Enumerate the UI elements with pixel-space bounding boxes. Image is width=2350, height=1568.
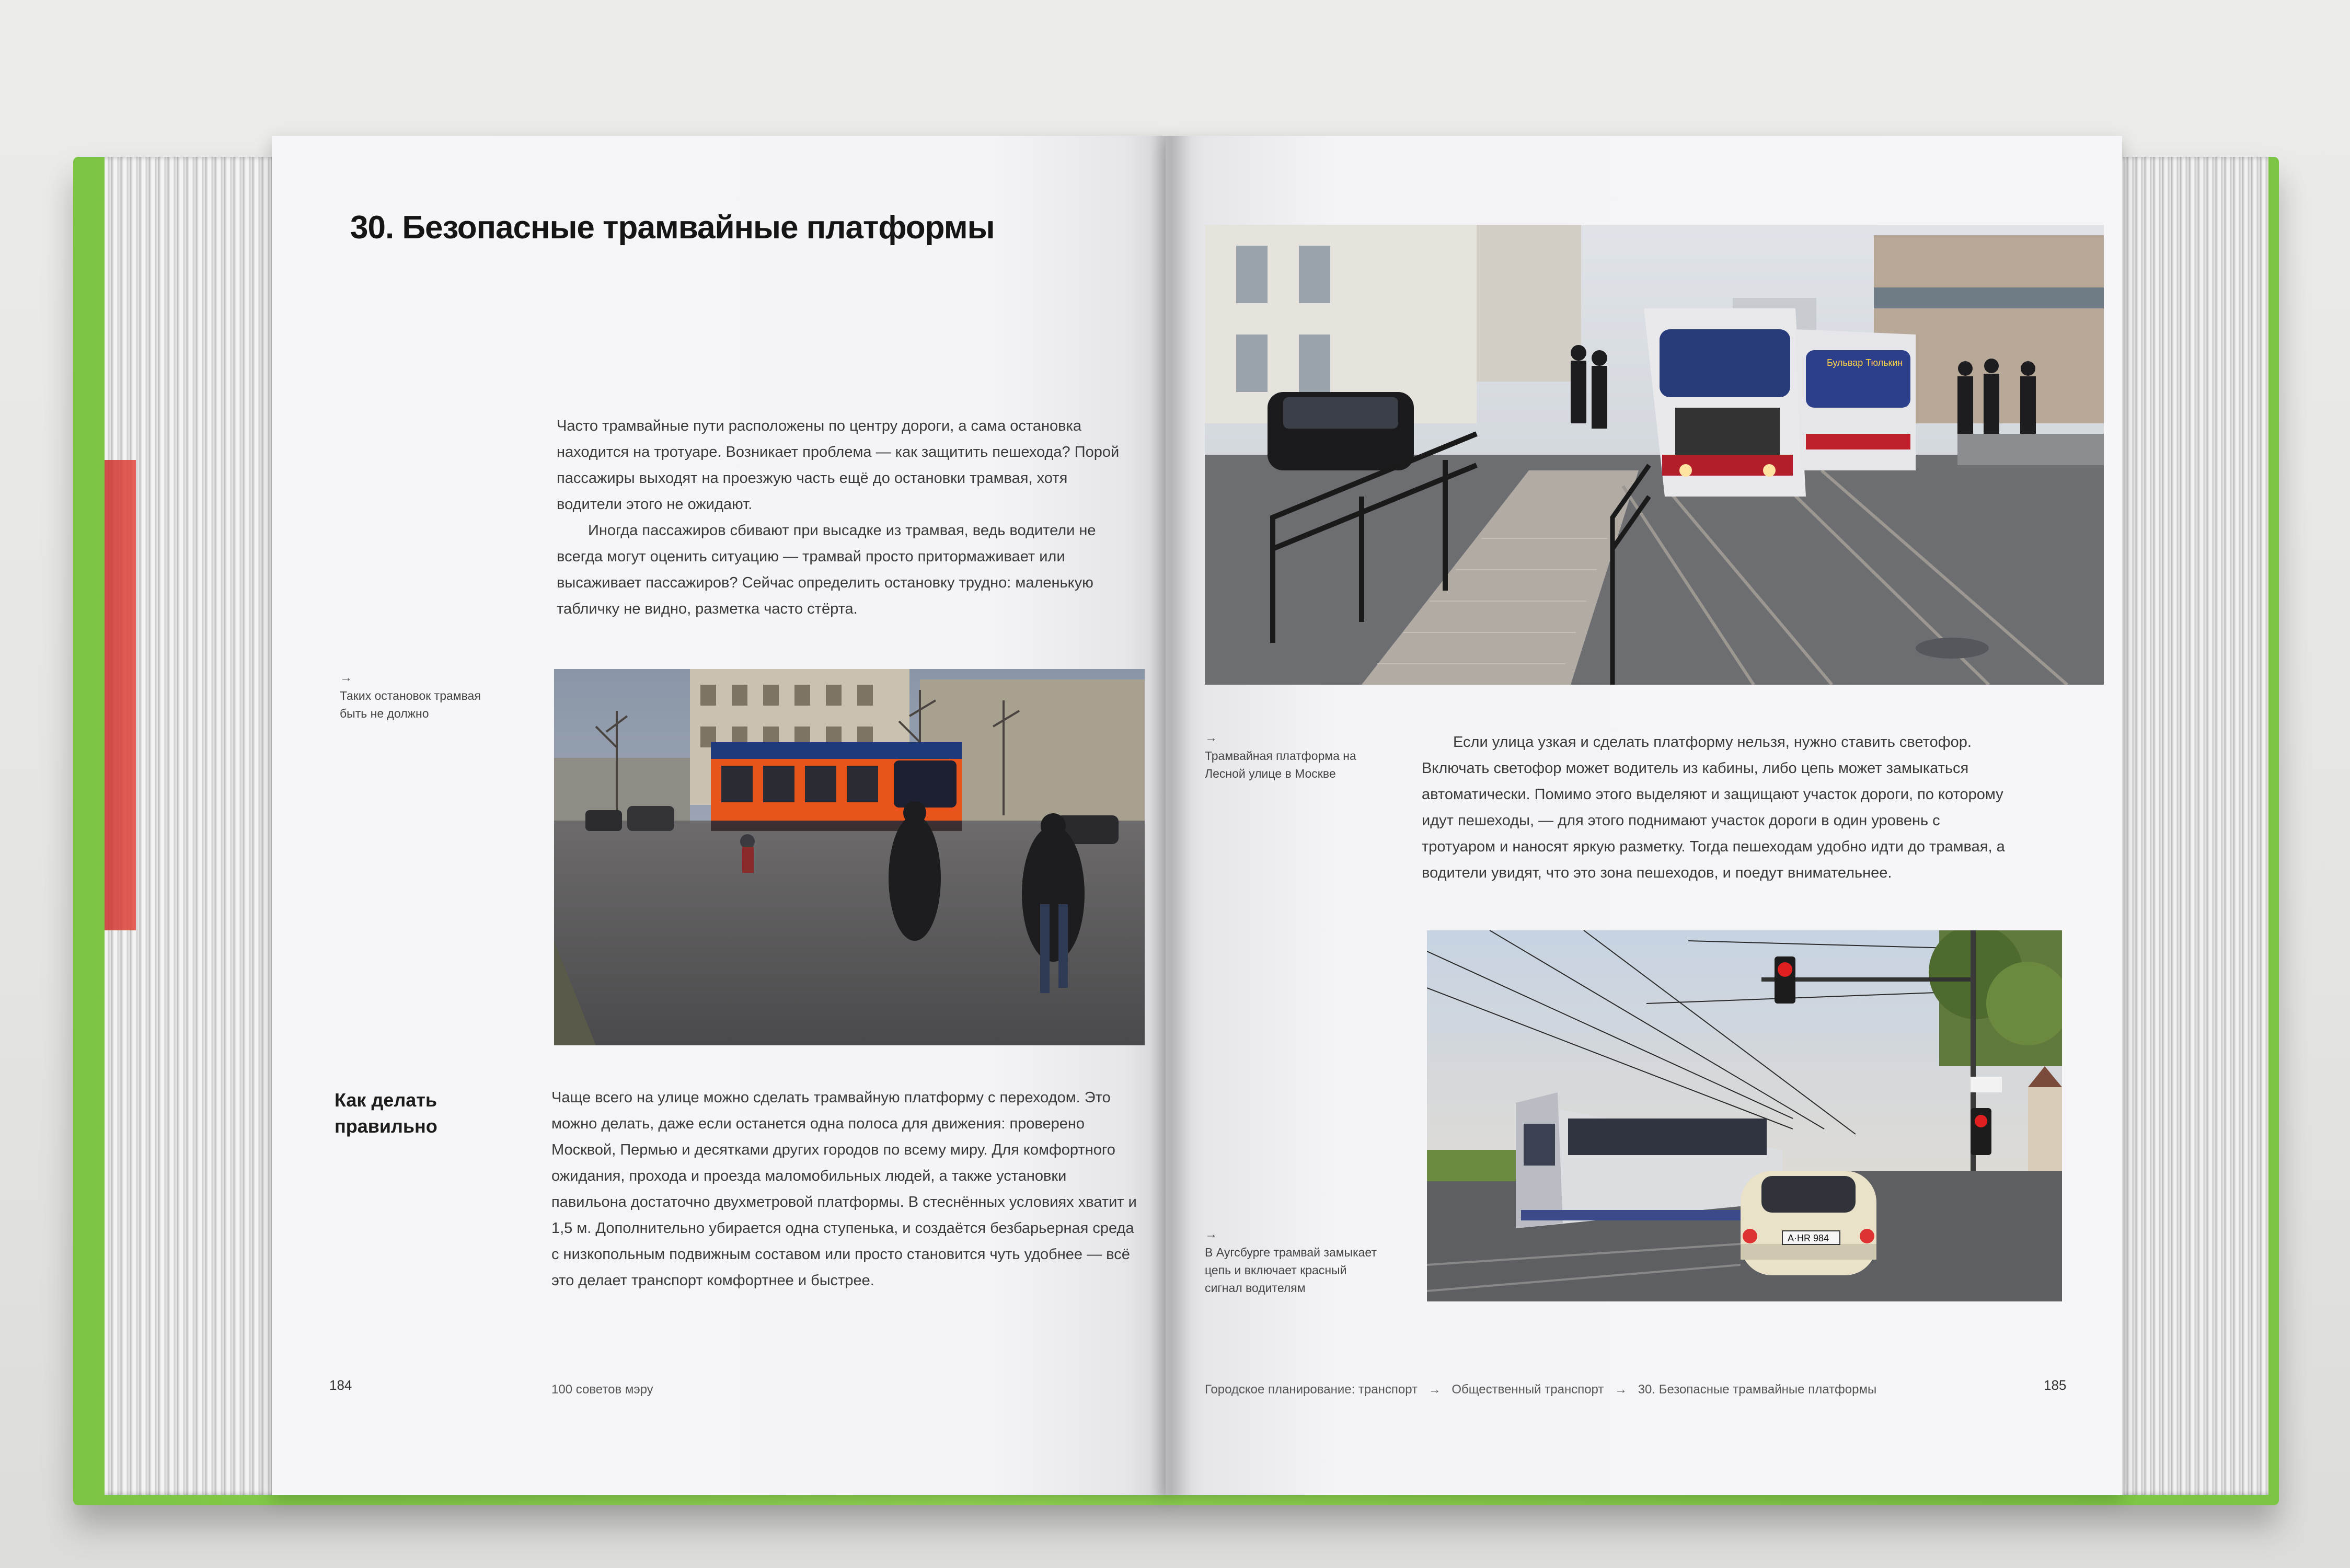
caption-arrow-icon: → bbox=[1205, 1227, 1217, 1241]
page-title: 30. Безопасные трамвайные платформы bbox=[350, 210, 995, 246]
caption-arrow-icon: → bbox=[340, 671, 352, 685]
page-number-right: 185 bbox=[2044, 1377, 2067, 1393]
body-paragraph: Чаще всего на улице можно сделать трамвайную платформу с переходом. Это можно делать, даже если останется одна полоса для движения: проверено Москвой, Пермью и десятками других городов по всему миру. Для комфортного ожидания, прохода и проезда маломобильных людей, а также установки павильона достаточно двухметровой платформы. В стеснённых условиях хватит и 1,5 м. Дополнительно убирается одна ступенька, и создаётся безбарьерная среда с низкопольным подвижным составом или просто становится чуть удобнее — всё это делает транспорт комфортнее и быстрее. bbox=[551, 1089, 1137, 1289]
caption-arrow-icon: → bbox=[1205, 731, 1217, 745]
intro-paragraph-1: Часто трамвайные пути расположены по центру дороги, а сама остановка находится на тротуаре. Возникает проблема — как защитить пешехода? Порой пассажиры выходят на проезжую часть ещё до остановки трамвая, хотя водители этого не ожидают. bbox=[557, 418, 1120, 513]
caption-text: Трамвайная платформа на Лесной улице в Москве bbox=[1205, 749, 1356, 780]
tram-destination-sign: Бульвар Тюлькин bbox=[1827, 358, 1903, 368]
breadcrumb-item-1: Городское планирование: транспорт bbox=[1205, 1382, 1418, 1397]
photo-caption-moscow bbox=[1205, 729, 1377, 782]
page-edge-color-band bbox=[105, 460, 136, 930]
section-subhead: Как делать правильно bbox=[335, 1089, 437, 1137]
book-gutter bbox=[1150, 136, 1192, 1495]
breadcrumb-arrow-icon: → bbox=[1428, 1382, 1441, 1397]
body-paragraph: Если улица узкая и сделать платформу нельзя, нужно ставить светофор. Включать светофор может водитель из кабины, либо цепь может замыкаться автоматически. Помимо этого выделяют и защищают участок дороги, по которому идут пешеходы, — для этого поднимают участок дороги в один уровень с тротуаром и наносят яркую разметку. Тогда пешеходам удобно идти до трамвая, а водители увидят, что это зона пешеходов, и поедут внимательнее. bbox=[1422, 734, 2005, 881]
right-page-stack bbox=[2112, 157, 2268, 1495]
body-text-left bbox=[551, 1085, 1142, 1294]
photo-caption-augsburg bbox=[1205, 1226, 1377, 1297]
page-number-left: 184 bbox=[329, 1377, 352, 1393]
running-footer: 100 советов мэру bbox=[551, 1382, 653, 1397]
breadcrumb-item-3: 30. Безопасные трамвайные платформы bbox=[1638, 1382, 1877, 1397]
photo-moscow-tram-platform bbox=[1205, 225, 2104, 685]
photo-orange-tram-street bbox=[554, 669, 1145, 1045]
intro-text bbox=[557, 413, 1137, 622]
intro-paragraph-2: Иногда пассажиров сбивают при высадке из трамвая, ведь водители не всегда могут оценить ситуацию — трамвай просто притормаживает или высаживает пассажиров? Сейчас определить остановку трудно: маленькую табличку не видно, разметка часто стёрта. bbox=[557, 522, 1096, 617]
photo-augsburg-tram-traffic-light bbox=[1427, 930, 2062, 1301]
breadcrumb bbox=[1205, 1382, 1876, 1397]
photo-caption-left bbox=[340, 669, 497, 722]
license-plate: A·HR 984 bbox=[1788, 1233, 1829, 1243]
caption-text: Таких остановок трамвая быть не должно bbox=[340, 689, 481, 720]
caption-text: В Аугсбурге трамвай замыкает цепь и включает красный сигнал водителям bbox=[1205, 1246, 1377, 1295]
body-text-right bbox=[1422, 729, 2012, 886]
breadcrumb-arrow-icon: → bbox=[1615, 1382, 1628, 1397]
breadcrumb-item-2: Общественный транспорт bbox=[1452, 1382, 1604, 1397]
